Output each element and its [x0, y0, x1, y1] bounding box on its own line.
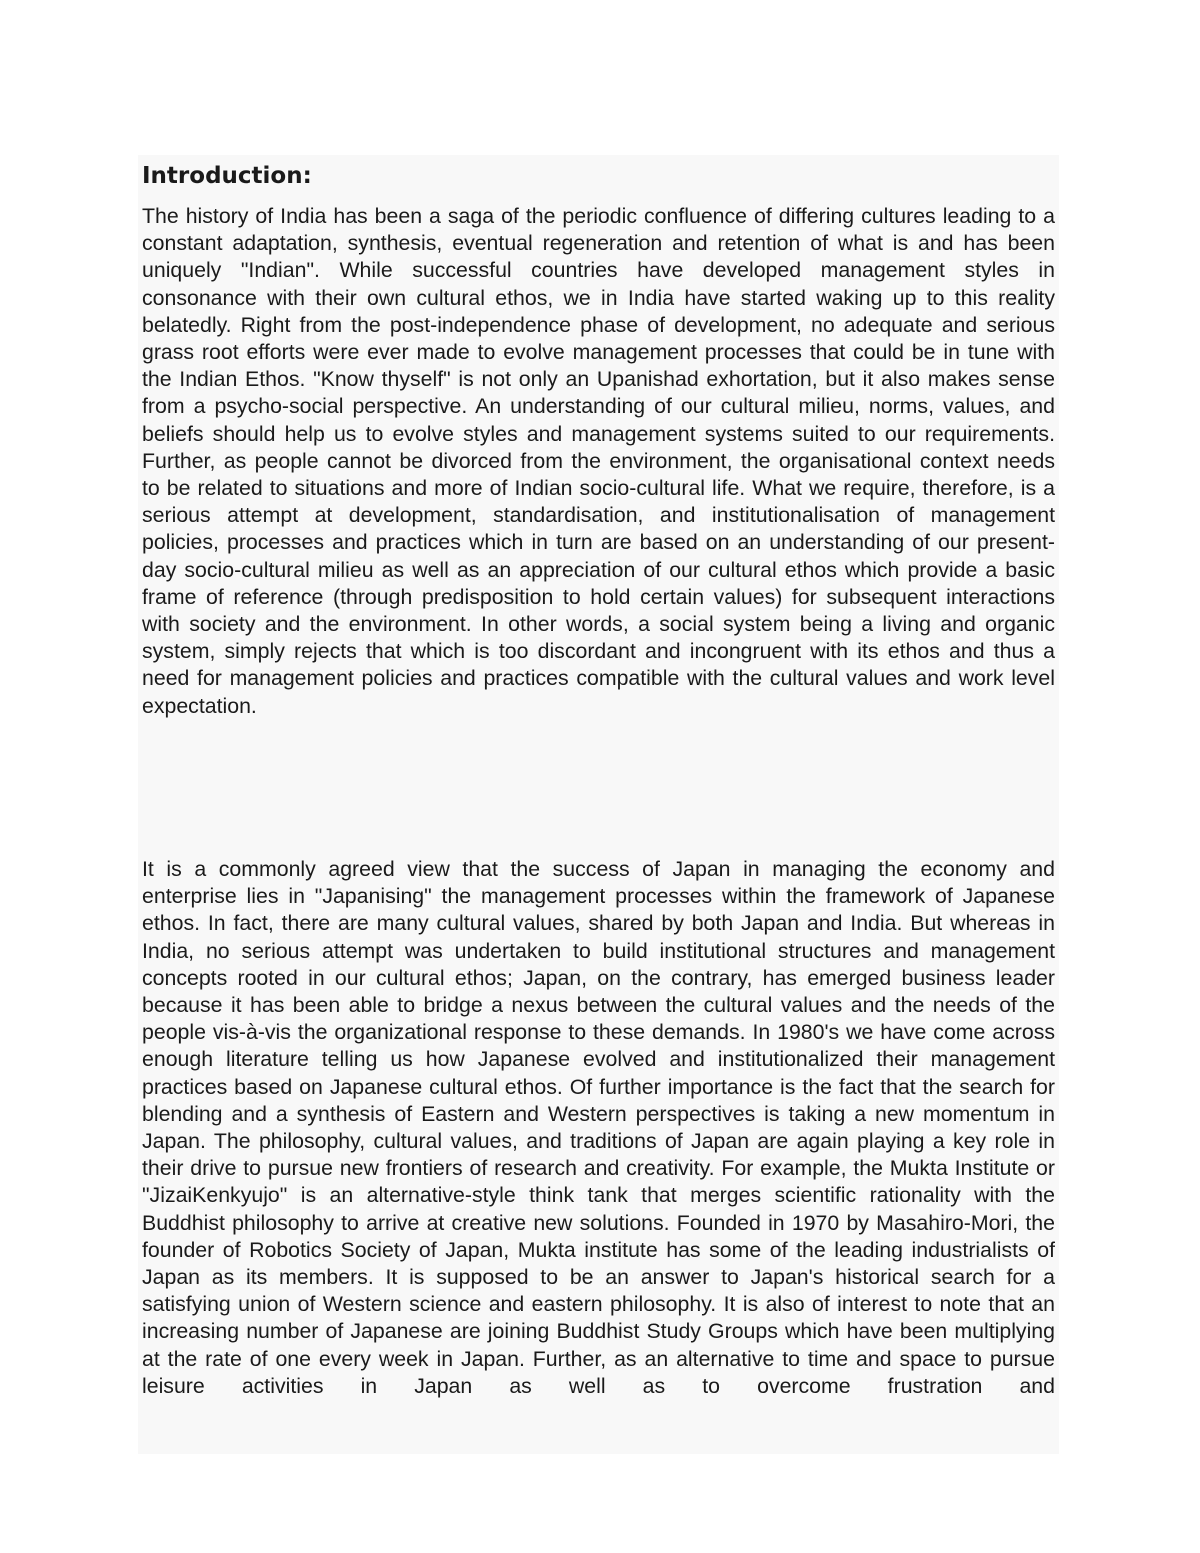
paragraph-2: It is a commonly agreed view that the success of Japan in managing the economy and enterprise lies in "Japanising" the management processes within the framework of Japanese ethos. In fact, there are many cultural values, shared by both Japan and India. But whereas in India, no serious attempt was undertaken to build institutional structures and management concepts rooted in our cultural ethos; Japan, on the contrary, has emerged business leader because it has been able to bridge a nexus between the cultural values and the needs of the people vis-à-vis the organizational response to these demands. In 1980's we have come across enough literature telling us how Japanese evolved and institutionalized their management practices based on Japanese cultural ethos. Of further importance is the fact that the search for blending and a synthesis of Eastern and Western perspectives is taking a new momentum in Japan. The philosophy, cultural values, and traditions of Japan are again playing a key role in their drive to pursue new frontiers of research and creativity. For example, the Mukta Institute or "JizaiKenkyujo" is an alternative-style think tank that merges scientific rationality with the Buddhist philosophy to arrive at creative new solutions. Founded in 1970 by Masahiro-Mori, the founder of Robotics Society of Japan, Mukta institute has some of the leading industrialists of Japan as its members. It is supposed to be an answer to Japan's historical search for a satisfying union of Western science and eastern philosophy. It is also of interest to note that an increasing number of Japanese are joining Buddhist Study Groups which have been multiplying at the rate of one every week in Japan. Further, as an alternative to time and space to pursue leisure activities in Japan as well as to overcome frustration and [142, 857, 1055, 1398]
section-heading: Introduction: [142, 163, 312, 189]
document-body [138, 155, 1059, 1454]
paragraph-gap [142, 829, 1055, 856]
paragraph-1: The history of India has been a saga of the periodic confluence of differing cultures leading to a constant adaptation, synthesis, eventual regeneration and retention of what is and has been uniquely "Indian". While successful countries have developed management styles in consonance with their own cultural ethos, we in India have started waking up to this reality belatedly. Right from the post-independence phase of development, no adequate and serious grass root efforts were ever made to evolve management processes that could be in tune with the Indian Ethos. "Know thyself" is not only an Upanishad exhortation, but it also makes sense from a psycho-social perspective. An understanding of our cultural milieu, norms, values, and beliefs should help us to evolve styles and management systems suited to our requirements. Further, as people cannot be divorced from the environment, the organisational context needs to be related to situations and more of Indian socio-cultural life. What we require, therefore, is a serious attempt at development, standardisation, and institutionalisation of management policies, processes and practices which in turn are based on an understanding of our present-day socio-cultural milieu as well as an appreciation of our cultural ethos which provide a basic frame of reference (through predisposition to hold certain values) for subsequent interactions with society and the environment. In other words, a social system being a living and organic system, simply rejects that which is too discordant and incongruent with its ethos and thus a need for management policies and practices compatible with the cultural values and work level expectation. [142, 204, 1055, 718]
